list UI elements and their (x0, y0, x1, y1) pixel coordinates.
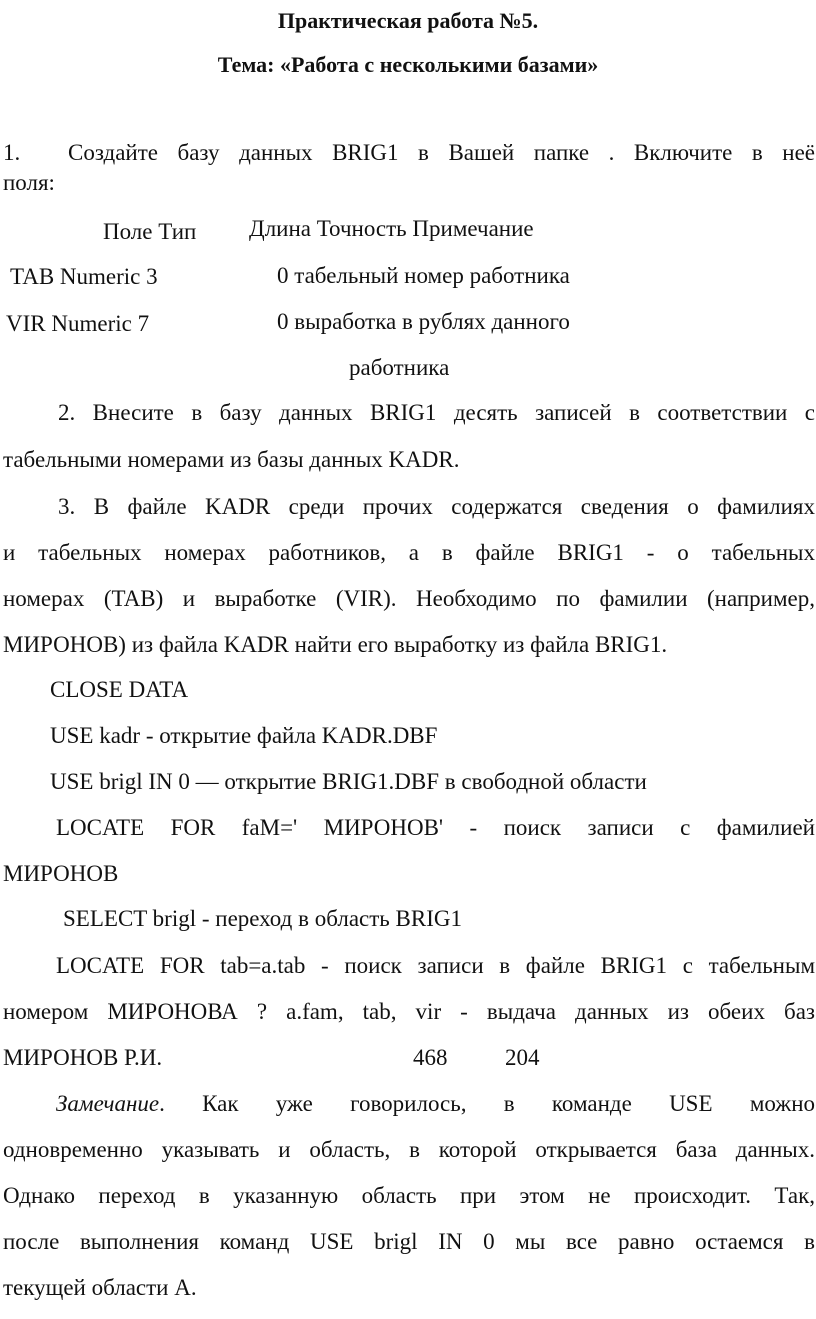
task3-line2: и табельных номерах работников, а в файле BRIG1 - о табельных (3, 540, 815, 565)
task3-line1: 3. В файле KADR среди прочих содержатся сведения о фамилиях (58, 494, 815, 519)
table-header-rest: Длина Точность Примечание (249, 216, 534, 241)
task2-line2: табельными номерами из базы данных KADR. (3, 447, 460, 472)
note-line5: текущей области А. (3, 1275, 197, 1300)
result-tab: 468 (413, 1045, 448, 1070)
table-row1-left: TAB Numeric 3 (10, 264, 158, 289)
task1-line1: Создайте базу данных BRIG1 в Вашей папке . Включите в неё (68, 140, 815, 165)
note-line1-rest: . Как уже говорилось, в команде USE можно (159, 1091, 815, 1116)
result-name: МИРОНОВ Р.И. (3, 1045, 163, 1070)
code-line-use-kadr: USE kadr - открытие файла KADR.DBF (50, 723, 438, 748)
code-line-select: SELECT brigl - переход в область BRIG1 (63, 906, 462, 931)
task2-line1: 2. Внесите в базу данных BRIG1 десять записей в соответствии с (58, 400, 815, 425)
note-label: Замечание (56, 1091, 160, 1116)
result-vir: 204 (505, 1045, 540, 1070)
code-line-output: номером МИРОНОВА ? a.fam, tab, vir - выдача данных из обеих баз (3, 999, 815, 1024)
code-line-locate-fam: LOCATE FOR faM=' МИРОНОВ' - поиск записи с фамилией (56, 815, 815, 840)
code-line-locate-fam-cont: МИРОНОВ (3, 861, 119, 886)
code-line-locate-tab: LOCATE FOR tab=a.tab - поиск записи в файле BRIG1 с табельным (56, 953, 815, 978)
page-subtitle: Тема: «Работа с несколькими базами» (217, 52, 599, 77)
note-line4: после выполнения команд USE brigl IN 0 мы все равно остаемся в (3, 1229, 815, 1254)
task3-line3: номерах (TAB) и выработке (VIR). Необходимо по фамилии (например, (3, 586, 815, 611)
table-row2-left: VIR Numeric 7 (6, 311, 150, 336)
table-header-field-type: Поле Тип (103, 219, 197, 244)
task3-line4: МИРОНОВ) из файла KADR найти его выработку из файла BRIG1. (3, 632, 668, 657)
table-row2-continuation: работника (349, 355, 450, 380)
table-row2-right: 0 выработка в рублях данного (277, 309, 570, 334)
task1-line2: поля: (3, 170, 55, 195)
page-title: Практическая работа №5. (277, 8, 539, 33)
note-line1 (56, 1091, 815, 1117)
note-line3: Однако переход в указанную область при этом не происходит. Так, (3, 1183, 815, 1208)
note-line2: одновременно указывать и область, в которой открывается база данных. (3, 1137, 815, 1162)
table-row1-right: 0 табельный номер работника (277, 263, 570, 288)
code-line-close-data: CLOSE DATA (50, 677, 189, 702)
code-line-use-brig: USE brigl IN 0 — открытие BRIG1.DBF в свободной области (50, 769, 647, 794)
task1-number: 1. (3, 140, 21, 165)
